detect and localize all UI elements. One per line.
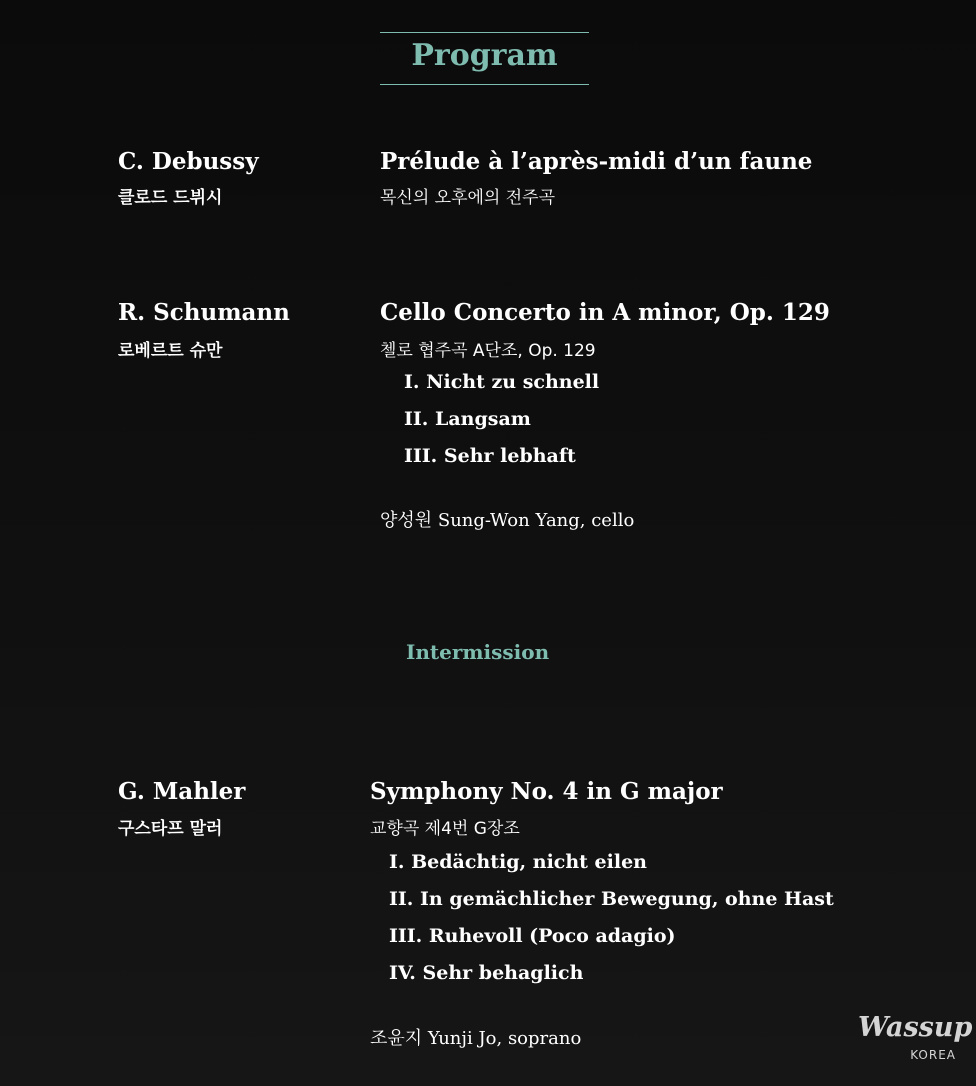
performer-credit: 조윤지 Yunji Jo, soprano	[370, 1028, 582, 1049]
work-title-korean: 교향곡 제4번 G장조	[370, 819, 520, 839]
composer-name-korean: 클로드 드뷔시	[118, 188, 223, 208]
work-title: Cello Concerto in A minor, Op. 129	[380, 299, 830, 326]
page-title: Program	[411, 38, 558, 73]
movement-item: II. Langsam	[404, 408, 531, 430]
movement-item: I. Bedächtig, nicht eilen	[389, 851, 647, 873]
movement-item: II. In gemächlicher Bewegung, ohne Hast	[389, 888, 834, 910]
work-title: Prélude à l’après-midi d’un faune	[380, 148, 813, 175]
movement-item: III. Sehr lebhaft	[404, 445, 576, 467]
composer-name-korean: 로베르트 슈만	[118, 341, 223, 361]
composer-name-korean: 구스타프 말러	[118, 819, 223, 839]
header-top-rule	[380, 32, 589, 33]
logo-subtext: KOREA	[910, 1048, 956, 1062]
intermission-label: Intermission	[406, 640, 550, 664]
movement-item: III. Ruhevoll (Poco adagio)	[389, 925, 676, 947]
movement-item: IV. Sehr behaglich	[389, 962, 584, 984]
work-title-korean: 목신의 오후에의 전주곡	[380, 188, 556, 208]
logo-wordmark: Wassup	[858, 1012, 973, 1043]
composer-name: C. Debussy	[118, 148, 259, 175]
wassup-korea-logo	[852, 1012, 973, 1068]
performer-credit: 양성원 Sung-Won Yang, cello	[380, 510, 635, 531]
movement-item: I. Nicht zu schnell	[404, 371, 600, 393]
composer-name: G. Mahler	[118, 778, 246, 805]
header-bottom-rule	[380, 84, 589, 85]
composer-name: R. Schumann	[118, 299, 290, 326]
work-title-korean: 첼로 협주곡 A단조, Op. 129	[380, 341, 596, 361]
program-header	[380, 32, 589, 86]
work-title: Symphony No. 4 in G major	[370, 778, 723, 805]
